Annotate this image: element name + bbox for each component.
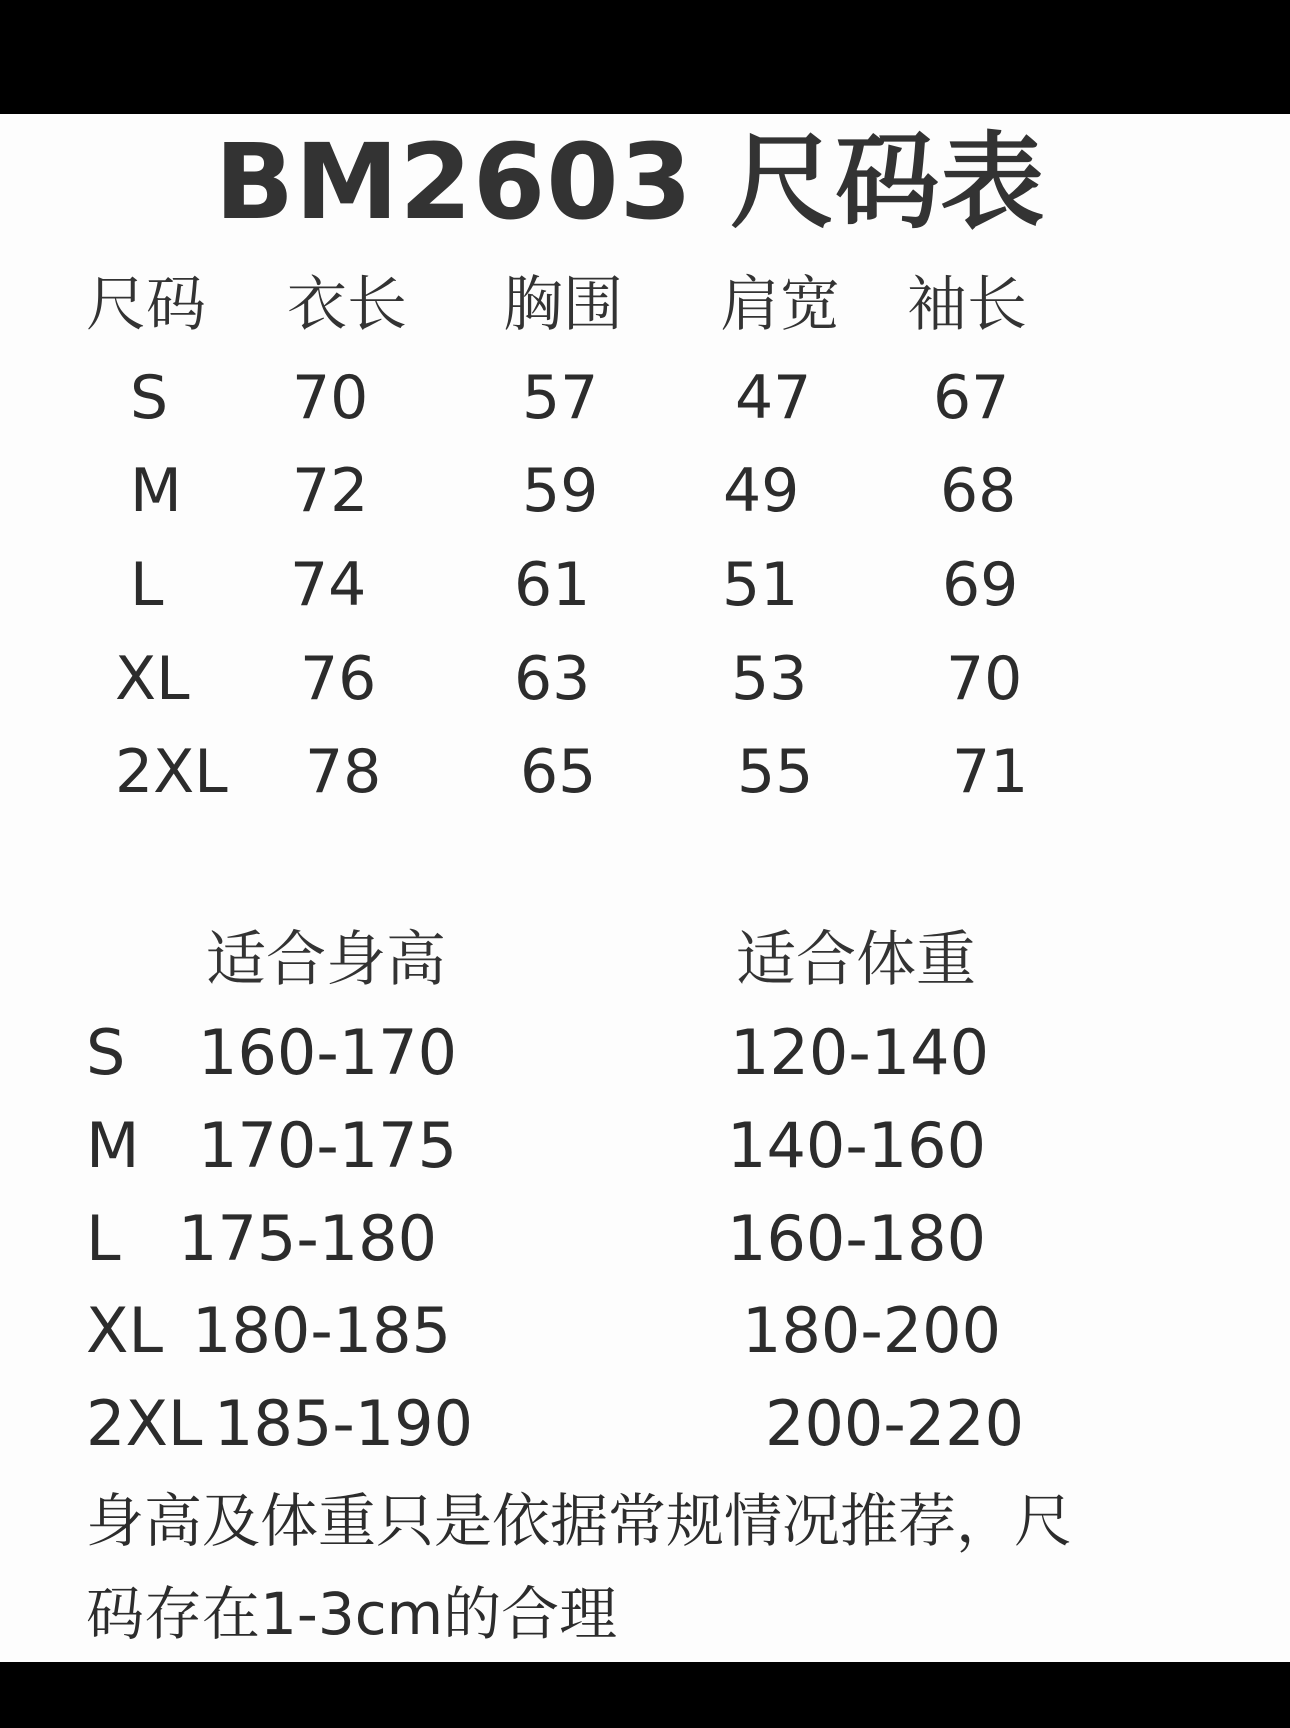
fit-row-2xl-height: 185-190	[214, 1387, 474, 1460]
fit-row-s-weight: 120-140	[730, 1016, 990, 1089]
size-row-2xl-chest: 65	[520, 737, 597, 807]
fit-row-xl-height: 180-185	[192, 1294, 452, 1367]
header-shoulder: 肩宽	[720, 270, 840, 340]
size-row-m-shoulder: 49	[723, 456, 800, 526]
size-row-xl-chest: 63	[514, 644, 591, 714]
size-row-l-shoulder: 51	[722, 550, 799, 620]
fit-row-m-weight: 140-160	[727, 1109, 987, 1182]
fit-row-s-size: S	[86, 1016, 126, 1089]
size-row-xl-length: 76	[300, 644, 377, 714]
size-row-xl-size: XL	[115, 644, 190, 714]
header-fit-weight: 适合体重	[736, 925, 976, 995]
note-line-2: 码存在1-3cm的合理	[86, 1580, 618, 1648]
size-row-s-length: 70	[292, 363, 369, 433]
size-row-xl-shoulder: 53	[731, 644, 808, 714]
size-row-s-shoulder: 47	[735, 363, 812, 433]
header-length: 衣长	[287, 270, 407, 340]
size-row-l-length: 74	[290, 550, 367, 620]
header-fit-height: 适合身高	[206, 925, 446, 995]
note-line-1: 身高及体重只是依据常规情况推荐，尺	[86, 1487, 1073, 1555]
bottom-black-bar	[0, 1662, 1290, 1728]
fit-row-xl-size: XL	[86, 1294, 164, 1367]
size-row-m-chest: 59	[522, 456, 599, 526]
size-row-l-size: L	[130, 550, 164, 620]
size-row-2xl-shoulder: 55	[737, 737, 814, 807]
fit-row-l-height: 175-180	[178, 1202, 438, 1275]
fit-row-2xl-size: 2XL	[86, 1387, 203, 1460]
size-row-m-sleeve: 68	[940, 456, 1017, 526]
size-row-xl-sleeve: 70	[946, 644, 1023, 714]
fit-row-l-weight: 160-180	[727, 1202, 987, 1275]
size-row-2xl-length: 78	[305, 737, 382, 807]
header-chest: 胸围	[503, 270, 623, 340]
size-row-s-chest: 57	[522, 363, 599, 433]
top-black-bar	[0, 0, 1290, 114]
fit-row-l-size: L	[86, 1202, 121, 1275]
fit-row-xl-weight: 180-200	[742, 1294, 1002, 1367]
fit-row-2xl-weight: 200-220	[765, 1387, 1025, 1460]
size-row-s-sleeve: 67	[933, 363, 1010, 433]
size-row-s-size: S	[130, 363, 169, 433]
fit-row-s-height: 160-170	[198, 1016, 458, 1089]
page-title: BM2603 尺码表	[214, 121, 1046, 243]
size-row-2xl-sleeve: 71	[952, 737, 1029, 807]
size-row-l-chest: 61	[514, 550, 591, 620]
size-row-m-length: 72	[292, 456, 369, 526]
fit-row-m-size: M	[86, 1109, 140, 1182]
fit-row-m-height: 170-175	[198, 1109, 458, 1182]
header-sleeve: 袖长	[907, 270, 1027, 340]
size-row-m-size: M	[130, 456, 182, 526]
size-row-2xl-size: 2XL	[115, 737, 228, 807]
size-row-l-sleeve: 69	[942, 550, 1019, 620]
header-size: 尺码	[86, 270, 206, 340]
